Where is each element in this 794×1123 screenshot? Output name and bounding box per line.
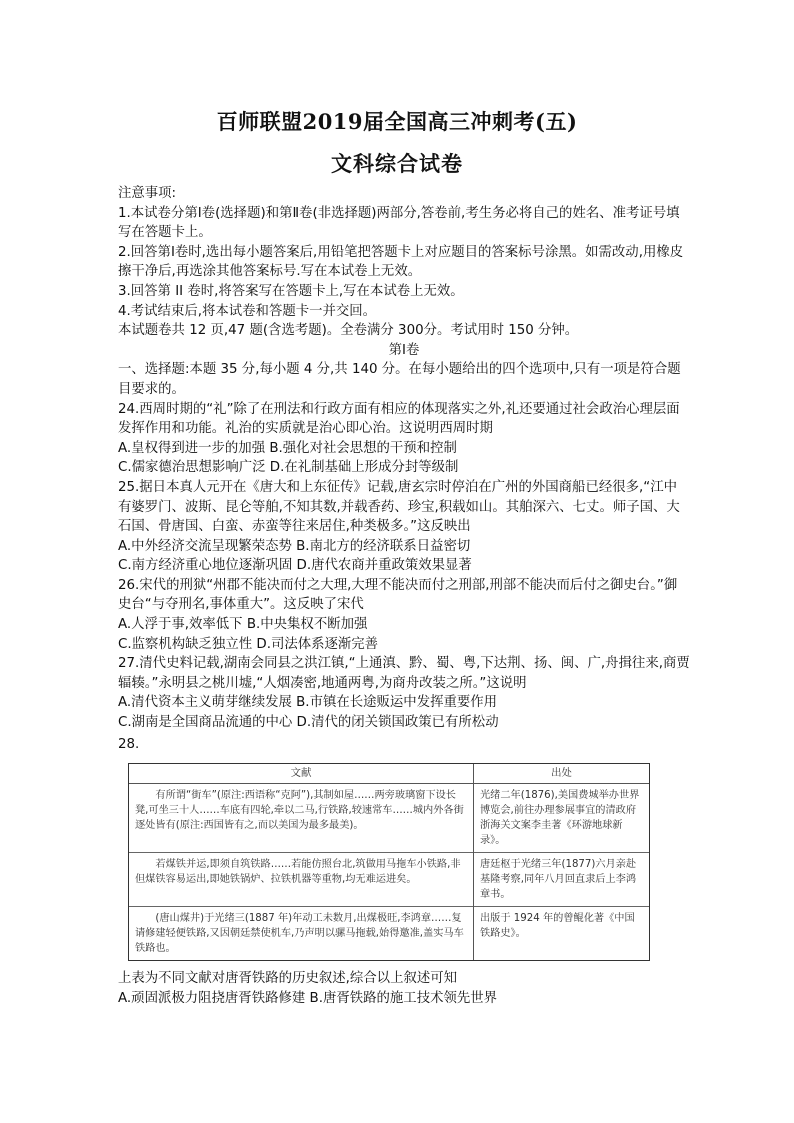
notice-item: 3.回答第 II 卷时,将答案写在答题卡上,写在本试卷上无效。	[118, 283, 464, 299]
table-row	[129, 853, 649, 907]
table-row	[129, 784, 649, 853]
notice-summary: 本试题卷共 12 页,47 题(含选考题)。全卷满分 300分。考试用时 150 分钟。	[118, 323, 579, 339]
q25-options-ab: A.中外经济交流呈现繁荣态势 B.南北方的经济联系日益密切	[118, 538, 471, 554]
q27-options-ab: A.清代资本主义萌芽继续发展 B.市镇在长途贩运中发挥重要作用	[118, 695, 498, 711]
part1-heading: 第Ⅰ卷	[388, 342, 420, 358]
q24-options-cd: C.儒家德治思想影响广泛 D.在礼制基础上形成分封等级制	[118, 460, 459, 476]
exam-body	[118, 184, 690, 1008]
q27-stem: 27.清代史料记载,湖南会同县之洪江镇,“上通滇、黔、蜀、粤,下达荆、扬、闽、广,舟揖往来,商贾辐辏。”永明县之桃川墟,“人烟凑密,地通两粤,为商舟改装之所。”这说明	[118, 656, 690, 691]
q28-document-table	[129, 764, 649, 960]
table-cell-text: 若煤铁并运,即须自筑铁路……若能仿照台北,筑做用马拖车小铁路,非但煤铁容易运出,即她铁锅炉、拉铁机器等重物,均无难运进矣。	[129, 853, 474, 907]
q25-options-cd: C.南方经济重心地位逐渐巩固 D.唐代农商并重政策效果显著	[118, 558, 472, 574]
q26-stem: 26.宋代的刑狱“州郡不能决而付之大理,大理不能决而付之刑部,刑部不能决而后付之御史台。”御史台“与夺刑名,事体重大”。这反映了宋代	[118, 577, 678, 613]
q26-options-cd: C.监察机构缺乏独立性 D.司法体系逐渐完善	[118, 636, 379, 652]
table-cell-source: 出版于 1924 年的曾鲲化著《中国铁路史》。	[474, 907, 650, 961]
table-cell-text: (唐山煤井)于光绪三(1887 年)年动工未数月,出煤极旺,李鸿章……复请修建轻便铁路,又因朝廷禁使机车,乃声明以骡马拖载,始得邀准,盖实马车铁路也。	[129, 907, 474, 961]
table-row	[129, 907, 649, 961]
exam-title: 百师联盟2019届全国高三冲刺考(五)	[216, 109, 578, 134]
q28-options-ab: A.顽固派极力阻挠唐胥铁路修建 B.唐胥铁路的施工技术领先世界	[118, 990, 498, 1006]
table-header-source: 出处	[474, 764, 650, 784]
part1-instruction: 一、选择题:本题 35 分,每小题 4 分,共 140 分。在每小题给出的四个选项中,只有一项是符合题目要求的。	[118, 362, 681, 397]
q24-stem: 24.西周时期的“礼”除了在刑法和行政方面有相应的体现落实之外,礼还要通过社会政治心理层面发挥作用和功能。礼治的实质就是治心即心治。这说明西周时期	[118, 401, 680, 437]
notice-item: 2.回答第Ⅰ卷时,选出每小题答案后,用铅笔把答题卡上对应题目的答案标号涂黑。如需改动,用橡皮擦干净后,再选涂其他答案标号.写在本试卷上无效。	[118, 244, 684, 280]
notice-item: 1.本试卷分第Ⅰ卷(选择题)和第Ⅱ卷(非选择题)两部分,答卷前,考生务必将自己的姓名、准考证号填写在答题卡上。	[118, 205, 680, 241]
notice-item: 4.考试结束后,将本试卷和答题卡一并交回。	[118, 303, 377, 319]
table-header-document: 文献	[129, 764, 474, 784]
q28-table	[128, 763, 650, 961]
q28-number: 28.	[118, 736, 140, 752]
q28-stem: 上表为不同文献对唐胥铁路的历史叙述,综合以上叙述可知	[118, 971, 458, 987]
table-cell-source: 光绪二年(1876),美国费城举办世界博览会,前往办理参展事宜的清政府浙海关文案李圭著《环游地球新录》。	[474, 784, 650, 853]
table-header-row	[129, 764, 649, 784]
q24-options-ab: A.皇权得到进一步的加强 B.强化对社会思想的干预和控制	[118, 440, 457, 456]
exam-subtitle: 文科综合试卷	[331, 151, 463, 176]
q27-options-cd: C.湖南是全国商品流通的中心 D.清代的闭关锁国政策已有所松动	[118, 715, 499, 731]
q25-stem: 25.据日本真人元开在《唐大和上东征传》记载,唐玄宗时停泊在广州的外国商船已经很多,“江中有婆罗门、波斯、昆仑等舶,不知其数,并载香药、珍宝,积载如山。其舶深六、七丈。师子国、大石国、骨唐国、白蛮、赤蛮等往来居住,种类极多。”这反映出	[118, 479, 680, 535]
q26-options-ab: A.人浮于事,效率低下 B.中央集权不断加强	[118, 617, 368, 633]
table-cell-source: 唐廷枢于光绪三年(1877)六月亲赴基隆考察,同年八月回直隶后上李鸿章书。	[474, 853, 650, 907]
table-cell-text: 有所谓“街车”(原注:西语称“克阿”),其制如屋……两旁玻璃窗下设长凳,可坐三十人……车底有四轮,牵以二马,行铁路,较速常车……城内外各街逐处皆有(原注:西国皆有之,而以美国为最多最美)。	[129, 784, 474, 853]
notice-heading: 注意事项:	[118, 186, 177, 201]
